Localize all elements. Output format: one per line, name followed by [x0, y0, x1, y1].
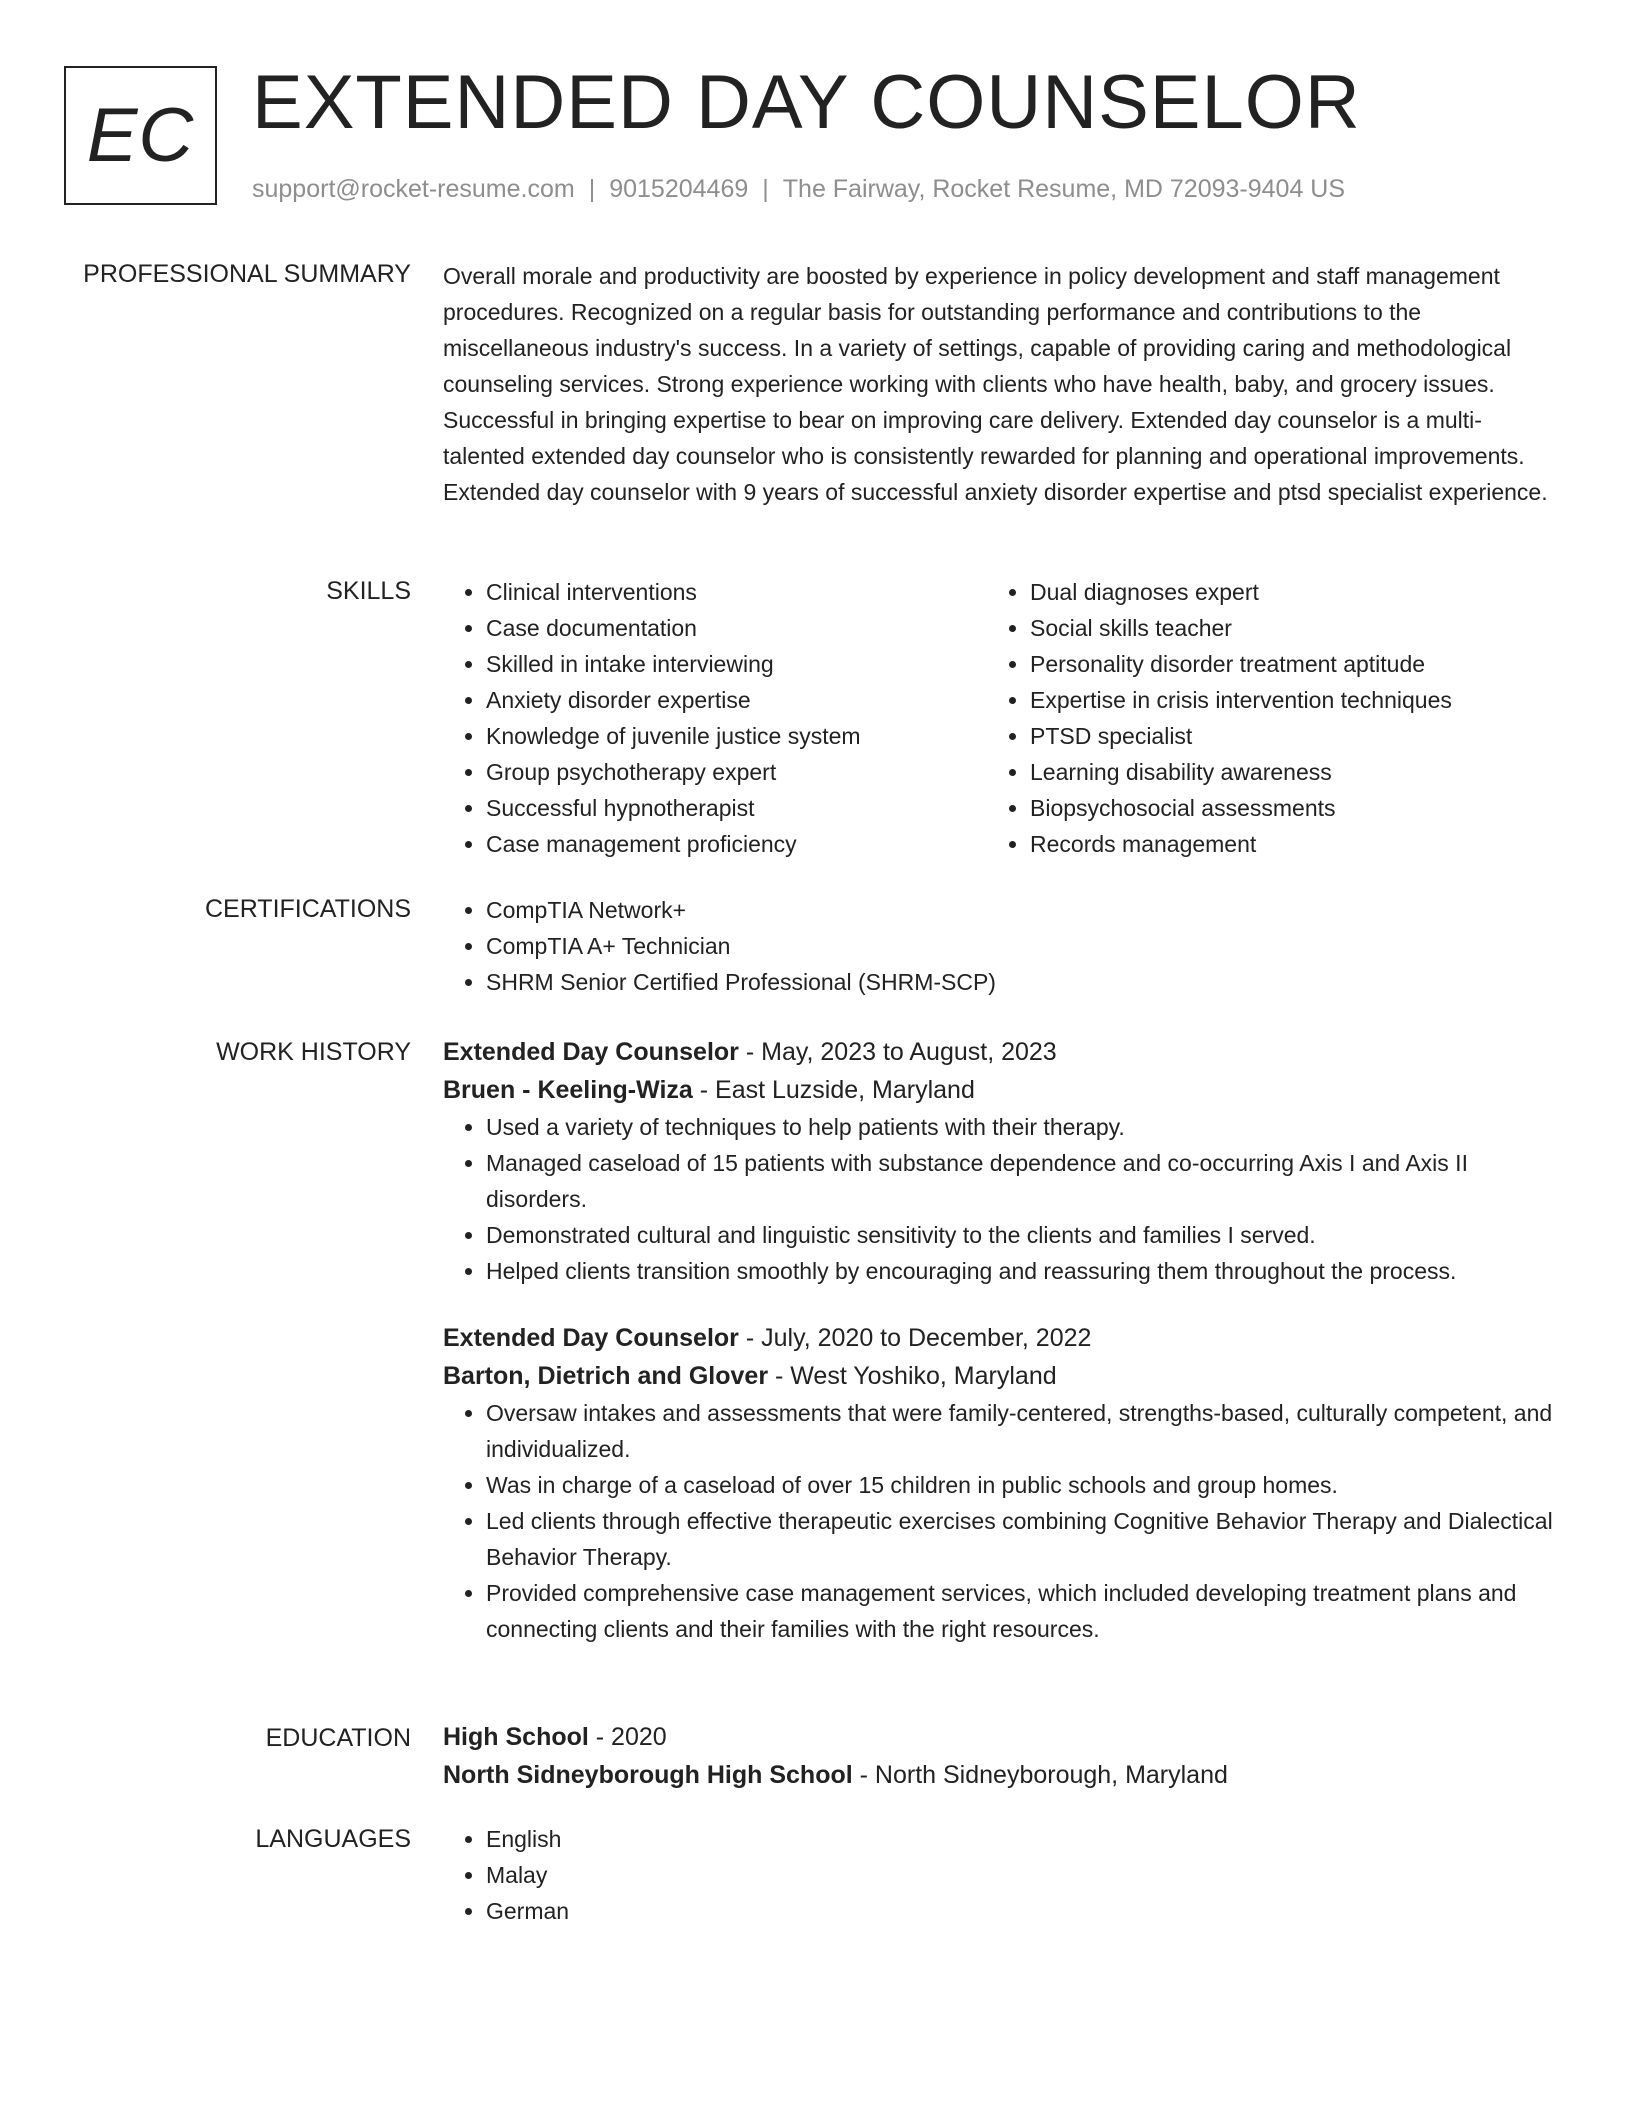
section-label-certifications: CERTIFICATIONS [204, 895, 411, 923]
list-item: • PTSD specialist [1030, 718, 1563, 754]
job-dates: - July, 2020 to December, 2022 [738, 1324, 1092, 1352]
contact-line [252, 172, 1345, 206]
list-item: • CompTIA A+ Technician [486, 928, 1563, 964]
list-item: • Social skills teacher [1030, 610, 1563, 646]
skills-list-right [987, 574, 1563, 862]
job-bullets [443, 1395, 1563, 1647]
job-bullets [443, 1109, 1563, 1289]
section-label-education: EDUCATION [265, 1724, 411, 1752]
job-company: Barton, Dietrich and Glover [443, 1362, 769, 1390]
list-item: • Personality disorder treatment aptitude [1030, 646, 1563, 682]
list-item: • Led clients through effective therapeutic exercises combining Cognitive Behavior Therapy and Dialectical Behavior Therapy. [486, 1503, 1563, 1575]
section-skills [443, 574, 1563, 862]
list-item: • Skilled in intake interviewing [486, 646, 987, 682]
resume-title: EXTENDED DAY COUNSELOR [252, 60, 1361, 145]
list-item: • Learning disability awareness [1030, 754, 1563, 790]
job-entry [443, 1319, 1563, 1647]
list-item: • Managed caseload of 15 patients with substance dependence and co-occurring Axis I and Axis II disorders. [486, 1145, 1563, 1217]
list-item: • Group psychotherapy expert [486, 754, 987, 790]
certifications-list [443, 892, 1563, 1000]
education-degree: High School [443, 1723, 589, 1751]
list-item: • SHRM Senior Certified Professional (SHRM-SCP) [486, 964, 1563, 1000]
list-item: • Biopsychosocial assessments [1030, 790, 1563, 826]
contact-address: The Fairway, Rocket Resume, MD 72093-9404 US [782, 175, 1346, 203]
section-work-history [443, 1033, 1563, 1647]
contact-separator: | [588, 175, 596, 203]
list-item: • Successful hypnotherapist [486, 790, 987, 826]
job-entry [443, 1033, 1563, 1289]
section-certifications [443, 892, 1563, 1000]
list-item: • Clinical interventions [486, 574, 987, 610]
list-item: • Oversaw intakes and assessments that were family-centered, strengths-based, culturally competent, and individualized. [486, 1395, 1563, 1467]
section-languages [443, 1821, 1563, 1929]
list-item: • German [486, 1893, 1563, 1929]
list-item: • Demonstrated cultural and linguistic sensitivity to the clients and families I served. [486, 1217, 1563, 1253]
list-item: • Was in charge of a caseload of over 15 children in public schools and group homes. [486, 1467, 1563, 1503]
education-year: - 2020 [588, 1723, 667, 1751]
contact-email[interactable]: support@rocket-resume.com [252, 175, 575, 203]
job-dates: - May, 2023 to August, 2023 [738, 1038, 1057, 1066]
summary-text: Overall morale and productivity are boosted by experience in policy development and staff management procedures. Recognized on a regular basis for outstanding performance and contributions to the miscellaneous industry's success. In a variety of settings, capable of providing caring and methodological counseling services. Strong experience working with clients who have health, baby, and grocery issues. Successful in bringing expertise to bear on improving care delivery. Extended day counselor is a multi-talented extended day counselor who is consistently rewarded for planning and operational improvements. Extended day counselor with 9 years of successful anxiety disorder expertise and ptsd specialist experience. [443, 263, 1548, 505]
contact-separator: | [762, 175, 769, 203]
job-title: Extended Day Counselor [443, 1038, 739, 1066]
list-item: • Anxiety disorder expertise [486, 682, 987, 718]
list-item: • Case management proficiency [486, 826, 987, 862]
job-title-line [443, 1033, 1563, 1071]
job-company: Bruen - Keeling-Wiza [443, 1076, 693, 1104]
education-location: - North Sidneyborough, Maryland [852, 1761, 1228, 1789]
list-item: • Helped clients transition smoothly by encouraging and reassuring them throughout the process. [486, 1253, 1563, 1289]
languages-list [443, 1821, 1563, 1929]
contact-phone[interactable]: 9015204469 [609, 175, 749, 203]
education-school: North Sidneyborough High School [443, 1761, 853, 1789]
list-item: • Dual diagnoses expert [1030, 574, 1563, 610]
education-school-line [443, 1756, 1563, 1794]
skills-list-left [443, 574, 987, 862]
list-item: • Used a variety of techniques to help patients with their therapy. [486, 1109, 1563, 1145]
list-item: • Malay [486, 1857, 1563, 1893]
job-company-line [443, 1071, 1563, 1109]
job-title-line [443, 1319, 1563, 1357]
list-item: • Expertise in crisis intervention techniques [1030, 682, 1563, 718]
list-item: • Records management [1030, 826, 1563, 862]
job-title: Extended Day Counselor [443, 1324, 739, 1352]
section-label-languages: LANGUAGES [255, 1825, 411, 1853]
list-item: • Case documentation [486, 610, 987, 646]
section-label-summary: PROFESSIONAL SUMMARY [83, 260, 411, 288]
list-item: • English [486, 1821, 1563, 1857]
job-company-line [443, 1357, 1563, 1395]
list-item: • Provided comprehensive case management services, which included developing treatment plans and connecting clients and their families with the right resources. [486, 1575, 1563, 1647]
section-summary [443, 258, 1563, 510]
monogram-logo: EC [64, 66, 217, 205]
section-label-work-history: WORK HISTORY [216, 1038, 411, 1066]
list-item: • Knowledge of juvenile justice system [486, 718, 987, 754]
education-degree-line [443, 1718, 1563, 1756]
job-location: - East Luzside, Maryland [692, 1076, 975, 1104]
section-label-skills: SKILLS [326, 577, 411, 605]
job-location: - West Yoshiko, Maryland [768, 1362, 1057, 1390]
list-item: • CompTIA Network+ [486, 892, 1563, 928]
section-education [443, 1718, 1563, 1794]
